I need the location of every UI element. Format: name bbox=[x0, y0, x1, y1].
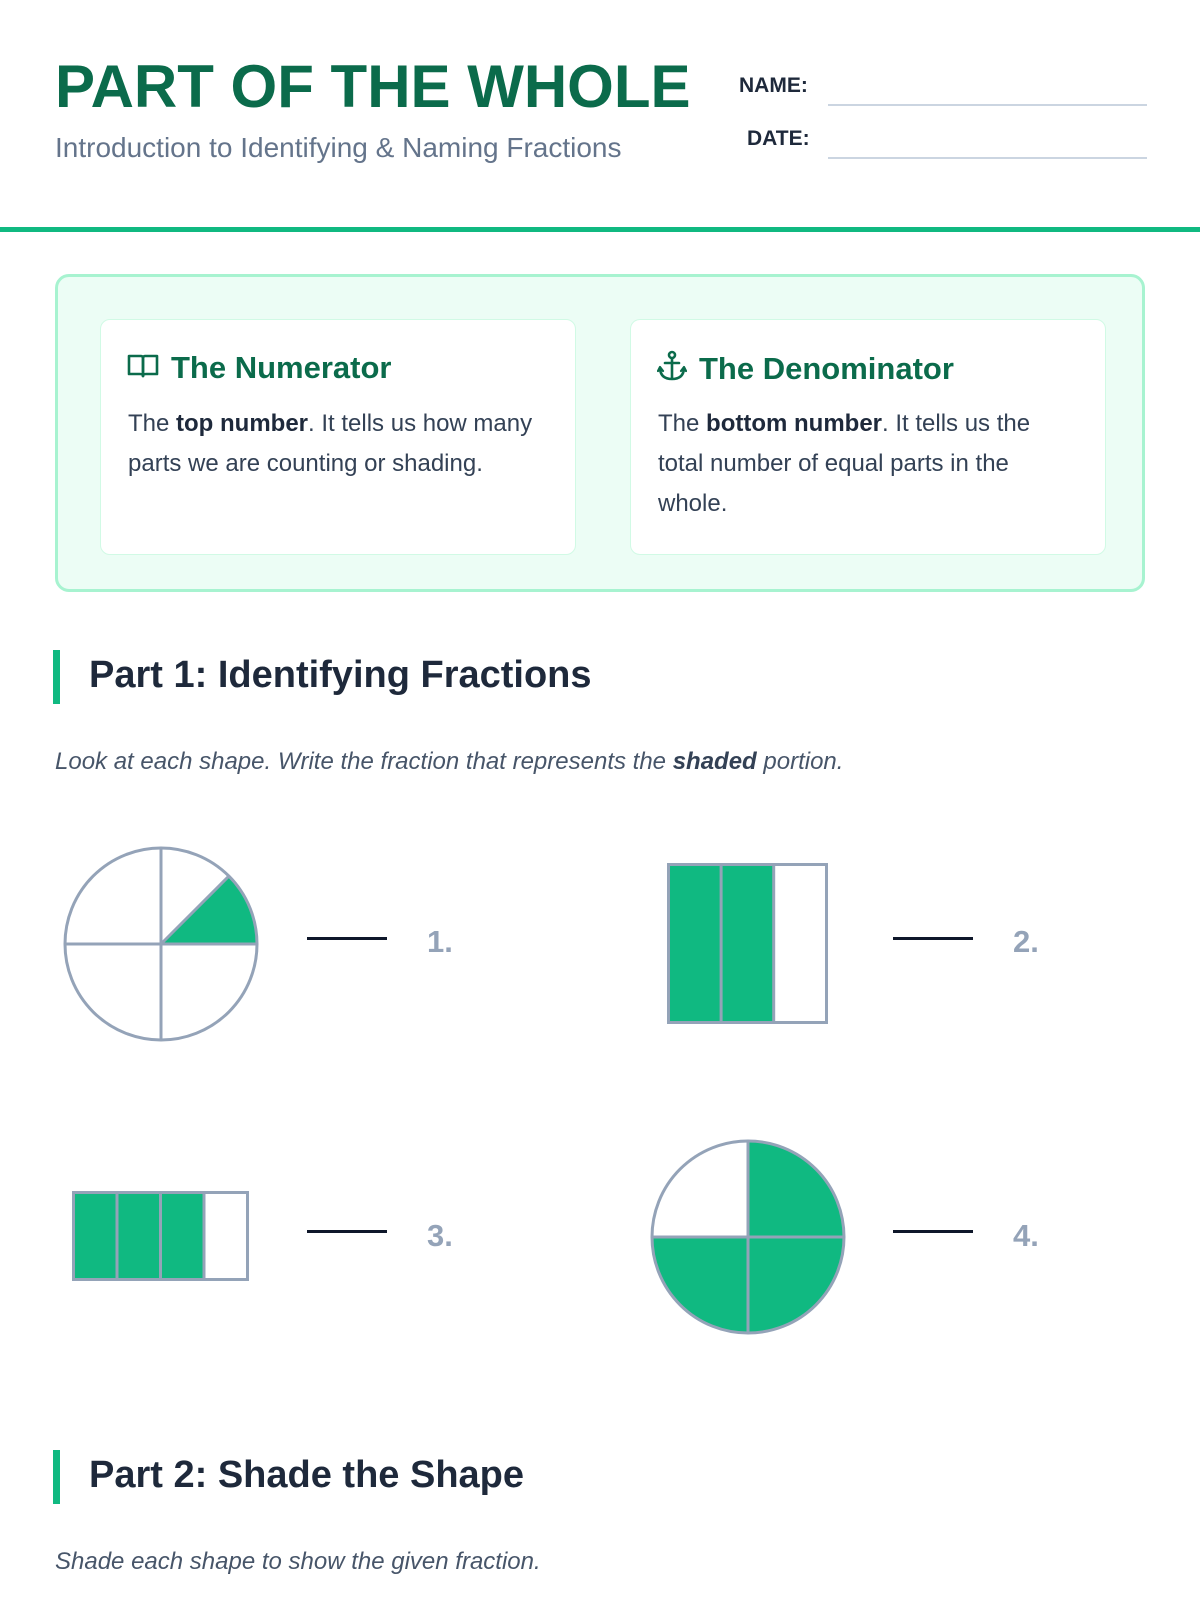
section-accent-bar bbox=[53, 1450, 60, 1504]
name-field[interactable] bbox=[828, 104, 1147, 106]
part2-instruction: Shade each shape to show the given fraction. bbox=[55, 1548, 541, 1575]
answer-line-1[interactable] bbox=[307, 937, 387, 940]
date-label: DATE: bbox=[747, 127, 810, 150]
part2-title: Part 2: Shade the Shape bbox=[89, 1454, 525, 1496]
problem-2-rectangle bbox=[667, 863, 828, 1024]
problem-2-number: 2. bbox=[1013, 924, 1039, 959]
denominator-text: The bottom number. It tells us the total number of equal parts in the whole. bbox=[658, 410, 1031, 517]
book-icon bbox=[127, 353, 159, 384]
problem-1-number: 1. bbox=[427, 924, 453, 959]
denominator-title: The Denominator bbox=[699, 350, 954, 386]
date-field[interactable] bbox=[828, 157, 1147, 159]
numerator-text: The top number. It tells us how many parts we are counting or shading. bbox=[128, 410, 533, 477]
answer-line-3[interactable] bbox=[307, 1230, 387, 1233]
header-divider bbox=[0, 227, 1200, 232]
anchor-icon bbox=[657, 350, 687, 387]
problem-3-number: 3. bbox=[427, 1218, 453, 1253]
numerator-title: The Numerator bbox=[171, 350, 392, 385]
section-accent-bar bbox=[53, 650, 60, 704]
numerator-card bbox=[100, 319, 576, 555]
problem-3-rectangle bbox=[72, 1191, 249, 1281]
name-label: NAME: bbox=[739, 74, 808, 97]
problem-4-circle bbox=[649, 1138, 847, 1336]
part1-title: Part 1: Identifying Fractions bbox=[89, 654, 592, 696]
worksheet-header bbox=[0, 0, 1200, 232]
worksheet-title: PART OF THE WHOLE bbox=[55, 53, 691, 120]
problem-1-circle bbox=[62, 845, 260, 1043]
answer-line-4[interactable] bbox=[893, 1230, 973, 1233]
answer-line-2[interactable] bbox=[893, 937, 973, 940]
part1-instruction: Look at each shape. Write the fraction that represents the shaded portion. bbox=[55, 748, 844, 775]
denominator-card bbox=[630, 319, 1106, 555]
problem-4-number: 4. bbox=[1013, 1218, 1039, 1253]
worksheet-subtitle: Introduction to Identifying & Naming Fractions bbox=[55, 132, 622, 163]
definitions-box bbox=[55, 274, 1145, 592]
